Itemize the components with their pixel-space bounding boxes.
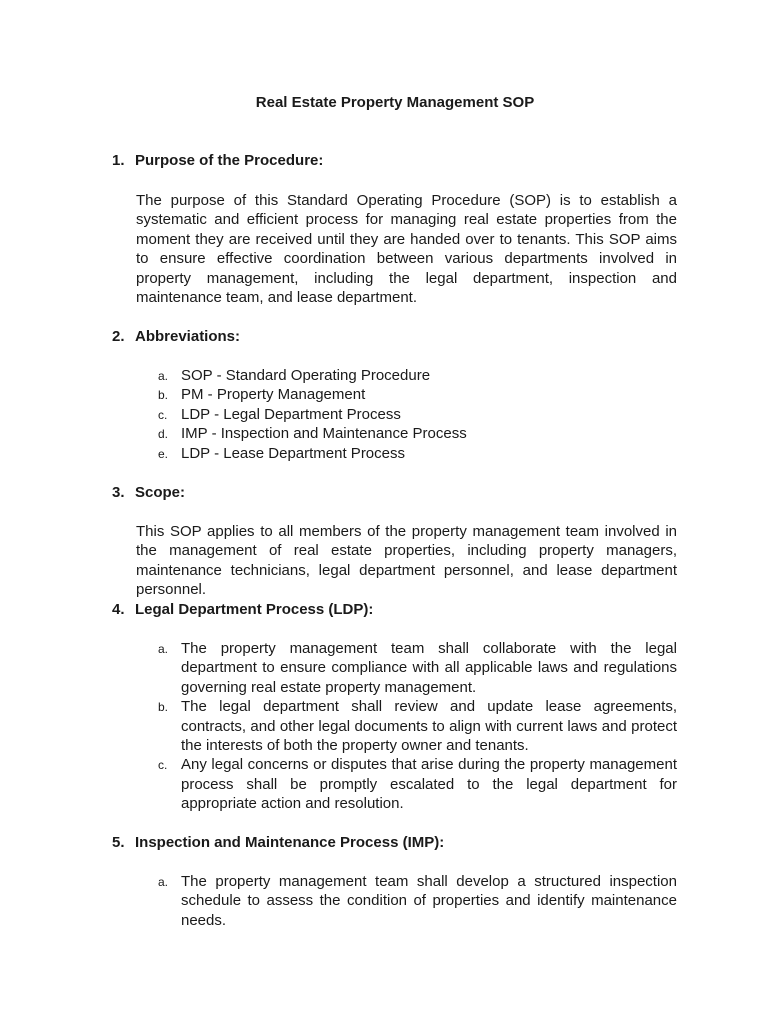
section-title: Legal Department Process (LDP):: [135, 601, 374, 618]
section-heading-scope: [112, 483, 185, 503]
list-item: [136, 872, 677, 930]
list-item: [136, 639, 677, 697]
section-title: Abbreviations:: [135, 328, 241, 345]
list-marker: e.: [158, 446, 169, 461]
section-heading-abbreviations: [112, 327, 240, 347]
list-item-text: PM - Property Management: [181, 386, 366, 404]
list-item-text: The property management team shall collaborate with the legal department to ensure compliance with all applicable laws and regulations governing real estate property management.: [181, 640, 677, 696]
document-title: Real Estate Property Management SOP: [255, 94, 535, 111]
list-marker: c.: [158, 407, 168, 422]
list-item-text: IMP - Inspection and Maintenance Process: [181, 425, 467, 443]
list-marker: a.: [158, 642, 169, 656]
section-number: 4.: [112, 601, 125, 618]
purpose-paragraph: The purpose of this Standard Operating Procedure (SOP) is to establish a systematic and efficient process for managing real estate properties from the moment they are received until they are handed over to tenants. This SOP aims to ensure effective coordination between various departments involved in property management, including the legal department, inspection and maintenance team, and lease department.: [136, 192, 677, 307]
section-number: 5.: [112, 834, 125, 851]
list-item: [136, 444, 677, 463]
list-marker: a.: [158, 369, 169, 383]
section-title: Purpose of the Procedure:: [135, 152, 324, 169]
section-heading-inspection: [112, 833, 444, 853]
section-title: Scope:: [135, 484, 186, 501]
legal-process-list: [136, 639, 677, 814]
abbreviations-list: [136, 366, 677, 463]
list-item-text: LDP - Lease Department Process: [181, 444, 405, 462]
inspection-process-list: [136, 872, 677, 930]
list-item: [136, 405, 677, 424]
list-item-text: SOP - Standard Operating Procedure: [181, 367, 431, 384]
list-marker: b.: [158, 700, 169, 715]
list-marker: b.: [158, 388, 169, 403]
scope-paragraph: This SOP applies to all members of the property management team involved in the management of real estate properties, including property managers, maintenance technicians, legal department personnel, and lease department personnel.: [136, 523, 677, 599]
list-item: [136, 366, 677, 385]
list-marker: a.: [158, 875, 169, 889]
section-number: 1.: [112, 152, 125, 169]
list-item: [136, 424, 677, 443]
list-item-text: The property management team shall develop a structured inspection schedule to assess the condition of properties and identify maintenance needs.: [181, 873, 677, 929]
list-marker: c.: [158, 758, 168, 773]
list-item-text: Any legal concerns or disputes that arise during the property management process shall be promptly escalated to the legal department for appropriate action and resolution.: [181, 756, 677, 813]
section-number: 3.: [112, 484, 125, 501]
list-item-text: LDP - Legal Department Process: [181, 405, 401, 423]
list-item: [136, 385, 677, 404]
list-item: [136, 755, 677, 813]
list-item-text: The legal department shall review and update lease agreements, contracts, and other legal documents to align with current laws and protect the interests of both the property owner and tenants.: [181, 698, 677, 755]
section-heading-purpose: [112, 151, 323, 171]
section-heading-legal: [112, 600, 373, 620]
list-marker: d.: [158, 427, 169, 442]
section-number: 2.: [112, 328, 125, 345]
list-item: [136, 697, 677, 755]
section-title: Inspection and Maintenance Process (IMP):: [135, 834, 445, 851]
